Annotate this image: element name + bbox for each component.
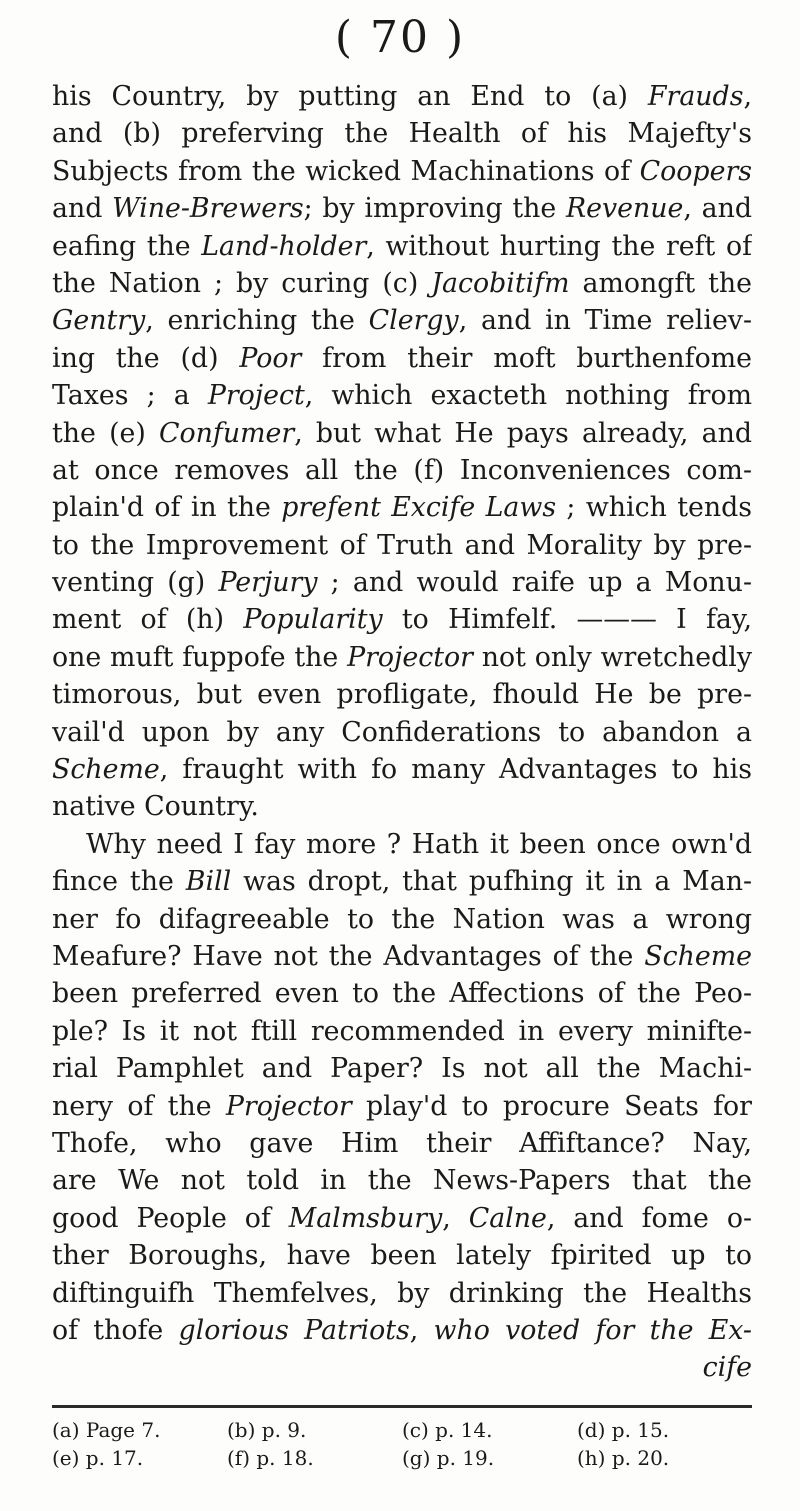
text-segment: one muft fuppofe the <box>52 641 348 673</box>
footnote-row <box>52 1444 752 1472</box>
text-line <box>52 901 752 938</box>
text-segment: Popularity <box>243 604 383 636</box>
text-segment: ; which tends <box>556 492 752 524</box>
text-line <box>52 1275 752 1312</box>
text-line <box>52 1349 752 1386</box>
text-segment: at once removes all the (f) Inconveniences com- <box>52 454 752 486</box>
text-segment: vail'd upon by any Confiderations to abandon a <box>52 716 752 748</box>
text-line <box>52 302 752 339</box>
text-line <box>52 788 752 825</box>
text-segment: Taxes ; a <box>52 380 208 412</box>
text-segment: Wine-Brewers <box>112 193 304 225</box>
text-line <box>52 564 752 601</box>
text-segment: ner fo difagreeable to the Nation was a wrong <box>52 903 752 935</box>
text-segment: Malmsbury <box>288 1202 443 1234</box>
text-segment: Jacobitifm <box>431 267 570 299</box>
text-line <box>52 78 752 115</box>
text-segment: rial Pamphlet and Paper? Is not all the Machi- <box>52 1053 752 1085</box>
text-line <box>52 1237 752 1274</box>
footnote-rule <box>52 1405 752 1408</box>
text-segment: Subjects from the wicked Machinations of <box>52 155 640 187</box>
text-line <box>52 489 752 526</box>
text-segment: timorous, but even profligate, fhould He be pre- <box>52 679 752 711</box>
text-segment: Perjury <box>218 567 318 599</box>
text-line <box>52 415 752 452</box>
text-segment: , which exacteth nothing from <box>304 380 752 412</box>
body-text <box>52 78 752 1387</box>
text-line <box>52 938 752 975</box>
text-line <box>52 639 752 676</box>
text-segment: ment of (h) <box>52 604 244 636</box>
text-line <box>52 751 752 788</box>
text-segment: to Himfelf. ——— I fay, <box>382 604 752 636</box>
text-segment: Bill <box>185 866 232 898</box>
text-segment: Scheme <box>644 940 752 972</box>
page-number: ( 70 ) <box>334 12 466 63</box>
text-segment: , and <box>683 193 752 225</box>
text-segment: plain'd of in the <box>52 492 282 524</box>
text-segment: Why need I fay more ? Hath it been once own'd <box>86 828 752 860</box>
text-line <box>52 975 752 1012</box>
text-segment: , enriching the <box>145 305 369 337</box>
text-segment: ple? Is it not ftill recommended in every minifte- <box>52 1015 752 1047</box>
text-segment: nery of the <box>52 1090 226 1122</box>
text-segment: Scheme <box>52 754 160 786</box>
text-segment: cife <box>702 1352 752 1384</box>
text-segment: ; and would raife up a Monu- <box>317 567 752 599</box>
text-segment: Clergy <box>368 305 459 337</box>
text-segment: Projector <box>347 641 473 673</box>
text-segment: ther Boroughs, have been lately fpirited up to <box>52 1240 752 1272</box>
text-segment: of thofe <box>52 1314 179 1346</box>
footnote: (g) p. 19. <box>402 1446 495 1470</box>
text-line <box>52 1088 752 1125</box>
text-segment: Project <box>207 380 305 412</box>
text-segment: Confumer <box>159 417 295 449</box>
text-segment: are We not told in the News-Papers that the <box>52 1165 752 1197</box>
footnote: (h) p. 20. <box>577 1446 670 1470</box>
text-segment: and <box>52 193 113 225</box>
text-line <box>52 265 752 302</box>
text-segment: Coopers <box>639 155 752 187</box>
text-segment: the Nation ; by curing (c) <box>52 267 432 299</box>
text-line <box>52 1162 752 1199</box>
text-segment: play'd to procure Seats for <box>351 1090 752 1122</box>
text-segment: , and fome o- <box>546 1202 752 1234</box>
text-line <box>52 228 752 265</box>
text-segment: venting (g) <box>52 567 219 599</box>
text-segment: , <box>409 1314 434 1346</box>
text-line <box>52 452 752 489</box>
footnote: (c) p. 14. <box>402 1418 493 1442</box>
footnote: (e) p. 17. <box>52 1446 144 1470</box>
text-segment: Calne <box>468 1202 547 1234</box>
text-line <box>52 340 752 377</box>
text-segment: ing the (d) <box>52 342 240 374</box>
text-segment: his Country, by putting an End to (a) <box>52 81 648 112</box>
text-segment: was dropt, that pufhing it in a Man- <box>231 866 752 898</box>
text-line <box>52 826 752 863</box>
text-line <box>52 527 752 564</box>
text-segment: eafing the <box>52 230 202 262</box>
footnote: (f) p. 18. <box>227 1446 314 1470</box>
text-segment: , and in Time reliev- <box>458 305 752 337</box>
text-line <box>52 190 752 227</box>
text-segment: , <box>442 1202 469 1234</box>
text-segment: been preferred even to the Affections of the Peo- <box>52 978 752 1010</box>
text-segment: Frauds <box>647 81 744 112</box>
footnote: (a) Page 7. <box>52 1418 161 1442</box>
text-segment: not only wretchedly <box>472 641 752 673</box>
text-segment: ; by improving the <box>303 193 566 225</box>
text-line <box>52 1050 752 1087</box>
text-segment: amongft the <box>569 267 752 299</box>
text-segment: Projector <box>225 1090 352 1122</box>
text-line <box>52 714 752 751</box>
text-line <box>52 1125 752 1162</box>
text-line <box>52 1013 752 1050</box>
text-segment: Gentry <box>52 305 146 337</box>
text-segment: Land-holder <box>201 230 367 262</box>
text-segment: to the Improvement of Truth and Morality by pre- <box>52 529 752 561</box>
text-segment: native Country. <box>52 791 259 823</box>
text-line <box>52 863 752 900</box>
text-line <box>52 1200 752 1237</box>
footnote: (d) p. 15. <box>577 1418 670 1442</box>
text-line <box>52 676 752 713</box>
text-segment: fince the <box>52 866 186 898</box>
footnotes <box>52 1416 752 1472</box>
footnote-row <box>52 1416 752 1444</box>
text-segment: Revenue <box>565 193 684 225</box>
text-line <box>52 601 752 638</box>
text-segment: from their moft burthenfome <box>301 342 752 374</box>
text-segment: , but what He pays already, and <box>294 417 752 449</box>
text-segment: glorious Patriots <box>178 1314 410 1346</box>
text-segment: Poor <box>239 342 302 374</box>
text-segment: good People of <box>52 1202 289 1234</box>
text-line <box>52 1312 752 1349</box>
text-segment: Thofe, who gave Him their Affiftance? Nay, <box>52 1127 752 1159</box>
text-line <box>52 153 752 190</box>
text-line <box>52 115 752 152</box>
text-segment: , fraught with fo many Advantages to his <box>159 754 752 786</box>
text-segment: and (b) preferving the Health of his Majefty's <box>52 118 752 150</box>
text-segment: , without hurting the reft of <box>366 230 752 262</box>
text-segment: Meafure? Have not the Advantages of the <box>52 940 645 972</box>
text-segment: who voted for the Ex- <box>433 1314 752 1346</box>
text-segment: prefent Excife Laws <box>281 492 557 524</box>
text-segment: the (e) <box>52 417 160 449</box>
text-segment: , <box>743 81 752 112</box>
text-segment: diftinguifh Themfelves, by drinking the Healths <box>52 1277 752 1309</box>
text-line <box>52 377 752 414</box>
footnote: (b) p. 9. <box>227 1418 307 1442</box>
